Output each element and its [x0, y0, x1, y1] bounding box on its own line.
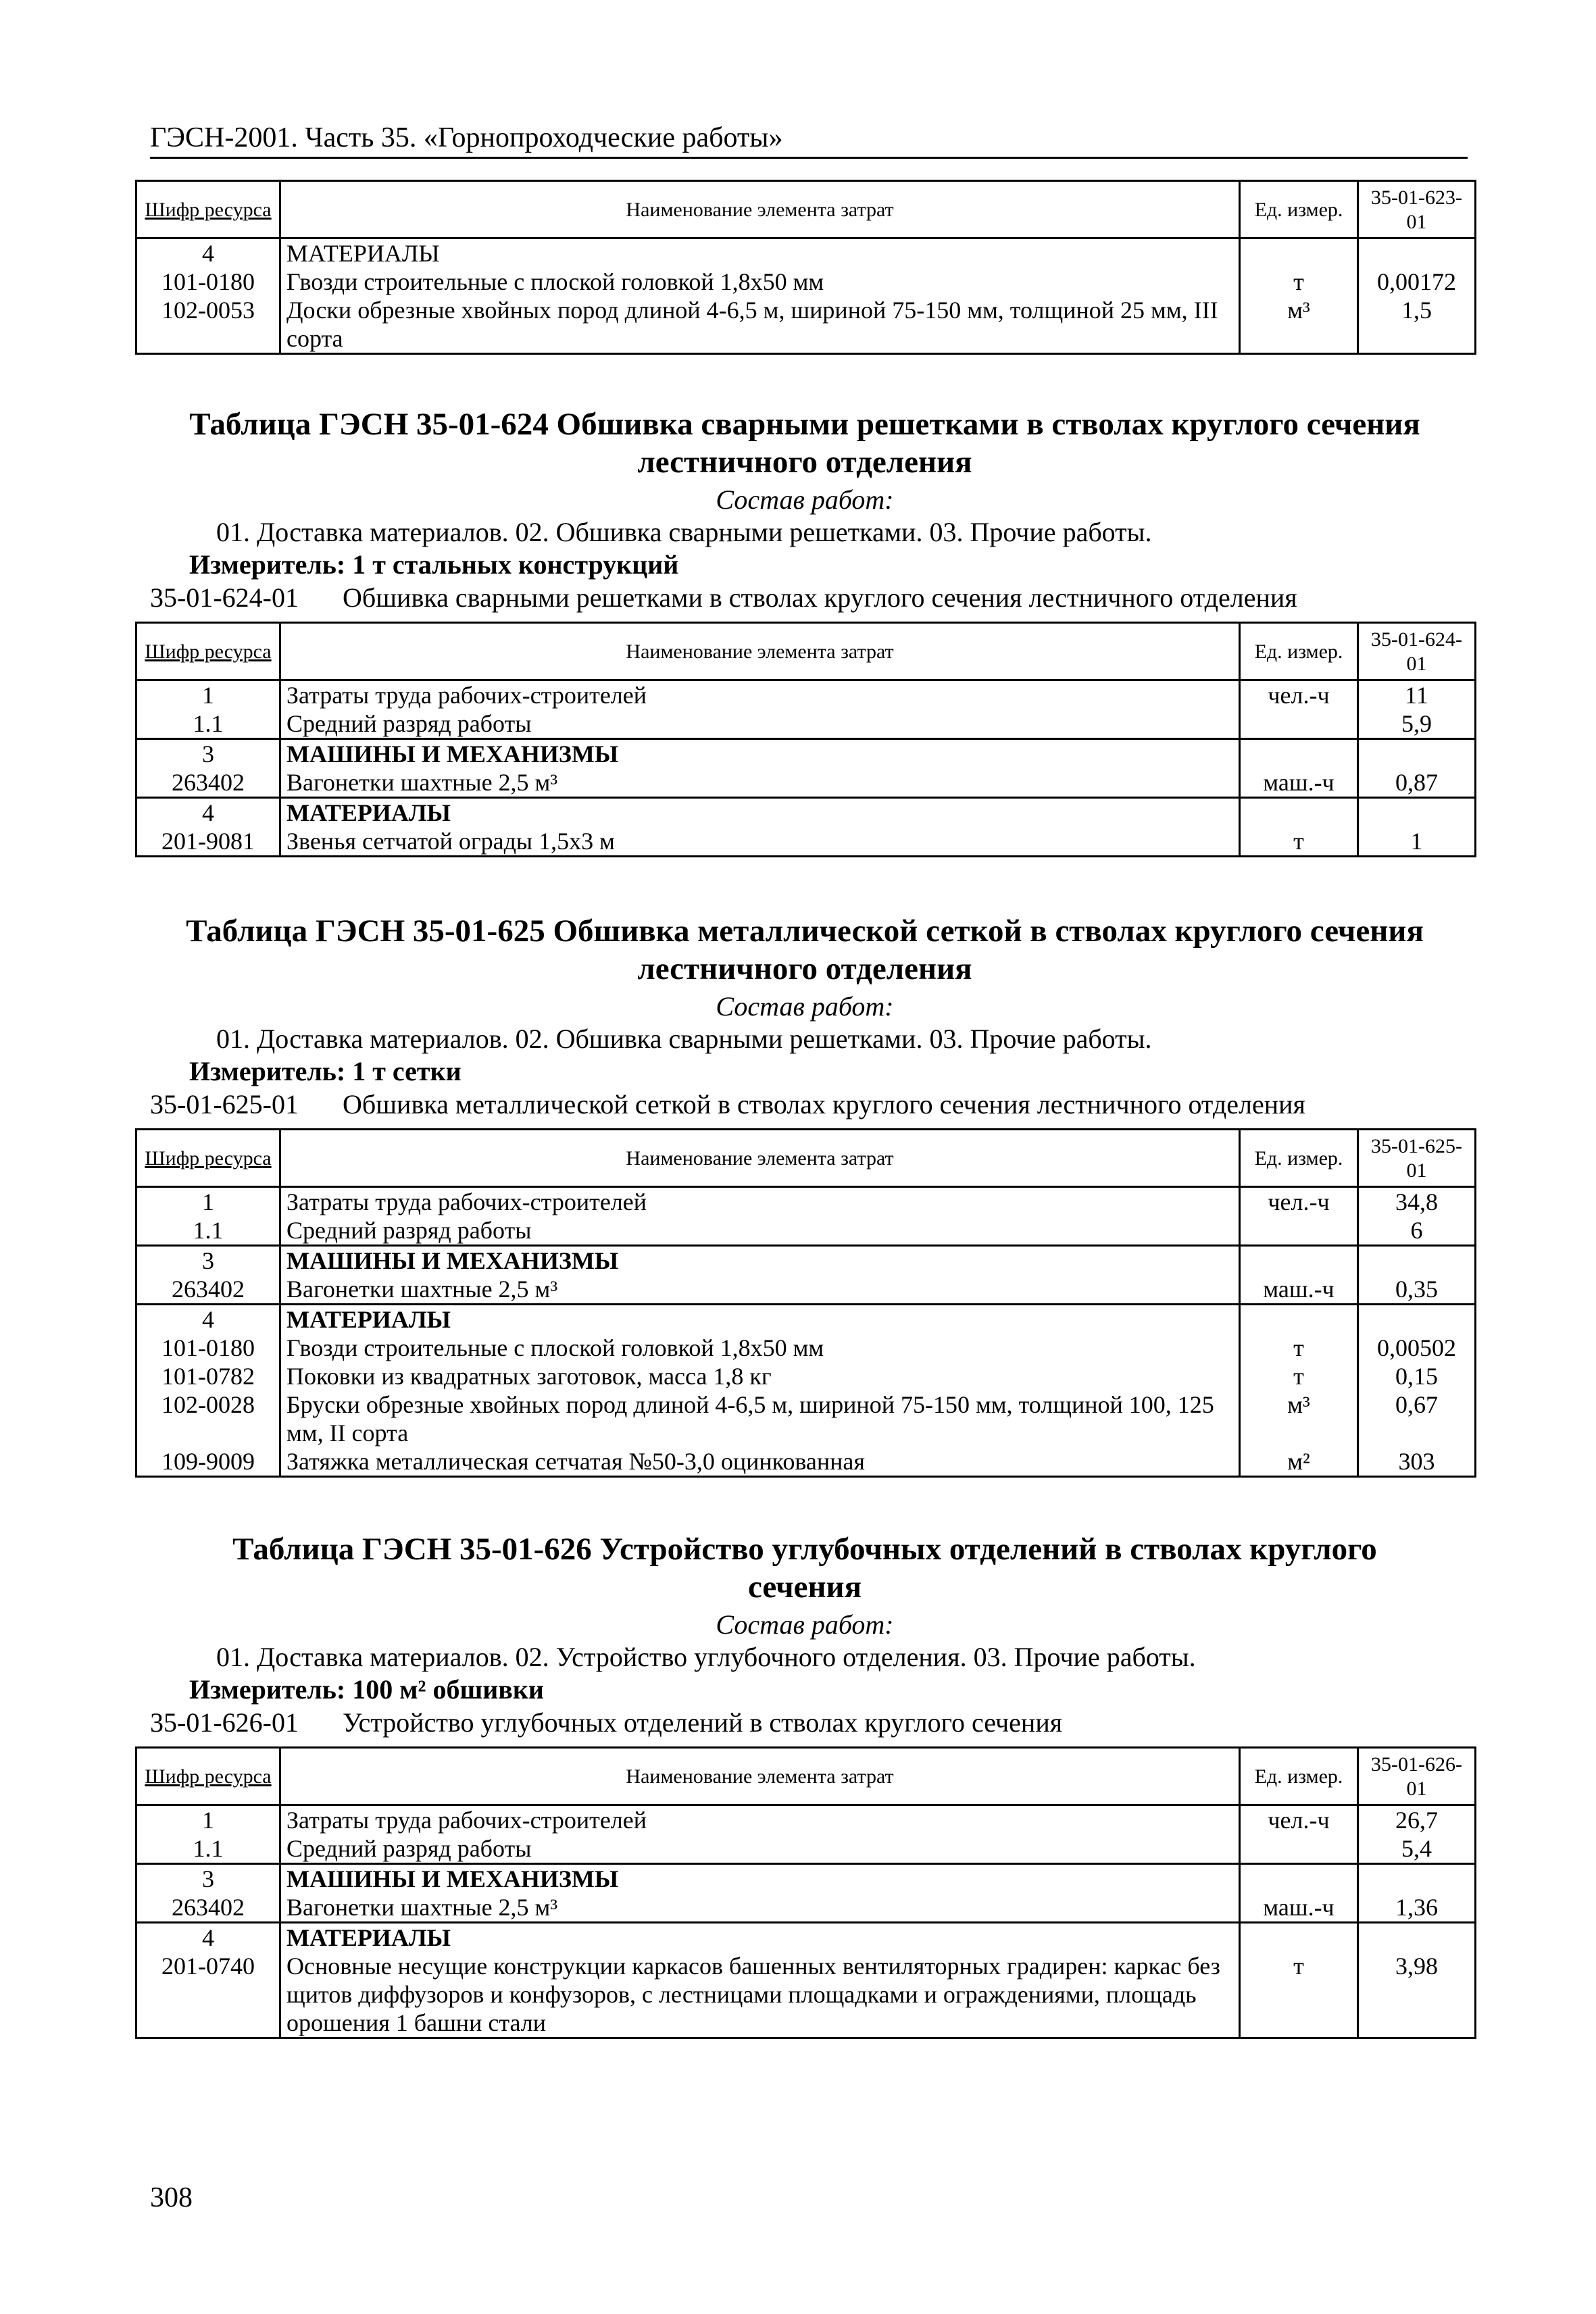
cell-unit: чел.-ч [1240, 1805, 1358, 1835]
cell-value: 6 [1358, 1216, 1476, 1246]
cell-unit [1240, 1246, 1358, 1276]
table-row [136, 296, 1476, 354]
norm-code: 35-01-625-01 [150, 1089, 299, 1120]
cell-value [1358, 238, 1476, 268]
col-header-unit: Ед. измер. [1240, 623, 1358, 680]
cell-code: 1 [202, 1807, 214, 1834]
cell-name: Затяжка металлическая сетчатая №50-3,0 оцинкованная [280, 1447, 1240, 1477]
cell-name: Средний разряд работы [280, 1834, 1240, 1864]
cell-value: 1,5 [1358, 296, 1476, 354]
cell-unit: т [1240, 1952, 1358, 2038]
work-composition-label: Состав работ: [716, 991, 894, 1022]
cell-value [1358, 1923, 1476, 1953]
cell-code: 263402 [172, 1276, 245, 1303]
measurer: Измеритель: 1 т сетки [189, 1056, 462, 1086]
table-row [136, 238, 1476, 268]
table-624-section [135, 405, 1474, 857]
cell-unit: т [1240, 827, 1358, 857]
cell-unit: т [1240, 268, 1358, 296]
col-header-code: Шифр ресурса [136, 181, 280, 238]
col-header-code: Шифр ресурса [136, 623, 280, 680]
cell-name: Вагонетки шахтные 2,5 м³ [280, 768, 1240, 798]
cell-code: 1.1 [193, 710, 224, 737]
measurer: Измеритель: 100 м² обшивки [189, 1674, 544, 1705]
table-row [136, 1334, 1476, 1362]
cell-unit [1240, 1305, 1358, 1334]
cell-code: 109-9009 [161, 1448, 255, 1475]
col-header-name: Наименование элемента затрат [280, 1130, 1240, 1187]
cell-name: Вагонетки шахтные 2,5 м³ [280, 1275, 1240, 1305]
cell-code: 1 [202, 682, 214, 709]
cell-name: Поковки из квадратных заготовок, масса 1,8 кг [280, 1362, 1240, 1390]
work-composition: 01. Доставка материалов. 02. Устройство углубочного отделения. 03. Прочие работы. [216, 1642, 1196, 1672]
cell-unit [1240, 798, 1358, 828]
running-header: ГЭСН-2001. Часть 35. «Горнопроходческие работы» [150, 120, 1468, 159]
measurer: Измеритель: 1 т стальных конструкций [189, 549, 679, 580]
cell-name: Звенья сетчатой ограды 1,5x3 м [280, 827, 1240, 857]
table-626-section [135, 1530, 1474, 2039]
cell-unit: маш.-ч [1240, 768, 1358, 798]
cell-value: 1,36 [1358, 1893, 1476, 1923]
table-row [136, 1275, 1476, 1305]
cell-code: 4 [202, 240, 214, 267]
col-header-rate-code: 35-01-624-01 [1358, 623, 1476, 680]
cell-code: 263402 [172, 769, 245, 796]
cell-code: 101-0180 [161, 1334, 255, 1361]
table-row [136, 739, 1476, 769]
table-row [136, 1447, 1476, 1477]
work-composition-label: Состав работ: [716, 484, 894, 515]
table-row [136, 1893, 1476, 1923]
resource-table [135, 1746, 1476, 2039]
cell-unit: чел.-ч [1240, 680, 1358, 710]
cell-code: 4 [136, 1305, 280, 1334]
cell-value [1358, 1246, 1476, 1276]
cell-code: 102-0053 [161, 297, 255, 324]
cell-code: 201-0740 [161, 1953, 255, 1980]
cell-value: 5,4 [1358, 1834, 1476, 1864]
table-row [136, 798, 1476, 828]
cell-code: 3 [136, 1864, 280, 1894]
norm-description: Устройство углубочных отделений в стволах круглого сечения [343, 1707, 1063, 1738]
table-row [136, 1216, 1476, 1246]
table-row [136, 1187, 1476, 1217]
cell-value [1358, 1864, 1476, 1894]
cell-name: Затраты труда рабочих-строителей [280, 1805, 1240, 1835]
page-number: 308 [150, 2182, 193, 2213]
cell-value: 0,67 [1358, 1390, 1476, 1447]
cell-code: 101-0180 [161, 268, 255, 295]
cell-unit: м² [1240, 1447, 1358, 1477]
table-row [136, 680, 1476, 710]
cell-name: Основные несущие конструкции каркасов башенных вентиляторных градирен: каркас без щитов диффузоров и конфузоров, с лестницами площадками и ограждениями, площадь орошения 1 башни стали [280, 1952, 1240, 2038]
cell-unit [1240, 1834, 1358, 1864]
col-header-unit: Ед. измер. [1240, 1748, 1358, 1805]
cell-value: 3,98 [1358, 1952, 1476, 2038]
cell-name: Бруски обрезные хвойных пород длиной 4-6,5 м, шириной 75-150 мм, толщиной 100, 125 мм, II сорта [280, 1390, 1240, 1447]
group-heading: МАШИНЫ И МЕХАНИЗМЫ [280, 1864, 1240, 1894]
section-title: Таблица ГЭСН 35-01-625 Обшивка металлической сеткой в стволах круглого сечения лестничного отделения [186, 913, 1424, 986]
cell-value: 34,8 [1358, 1187, 1476, 1217]
cell-unit: м³ [1240, 1390, 1358, 1447]
cell-name: Вагонетки шахтные 2,5 м³ [280, 1893, 1240, 1923]
cell-value: 11 [1358, 680, 1476, 710]
norm-description: Обшивка сварными решетками в стволах круглого сечения лестничного отделения [343, 582, 1297, 613]
cell-value: 1 [1358, 827, 1476, 857]
norm-code-line [135, 1706, 1474, 1740]
cell-code: 3 [136, 1246, 280, 1276]
cell-unit [1240, 739, 1358, 769]
cell-value: 0,35 [1358, 1275, 1476, 1305]
resource-table [135, 1128, 1476, 1478]
cell-code: 3 [136, 739, 280, 769]
cell-value: 0,00502 [1358, 1334, 1476, 1362]
cell-name: Средний разряд работы [280, 709, 1240, 739]
cell-unit [1240, 709, 1358, 739]
cell-unit [1240, 1923, 1358, 1953]
group-heading: МАТЕРИАЛЫ [280, 1923, 1240, 1953]
cell-unit [1240, 1864, 1358, 1894]
cell-name: Гвозди строительные с плоской головкой 1,8x50 мм [280, 1334, 1240, 1362]
table-row [136, 1805, 1476, 1835]
cell-value: 0,15 [1358, 1362, 1476, 1390]
col-header-rate-code: 35-01-626-01 [1358, 1748, 1476, 1805]
table-row [136, 709, 1476, 739]
work-composition-label: Состав работ: [716, 1609, 894, 1640]
table-row [136, 768, 1476, 798]
cell-value: 26,7 [1358, 1805, 1476, 1835]
norm-code: 35-01-624-01 [150, 582, 299, 613]
resource-table [135, 180, 1476, 355]
table-row [136, 1834, 1476, 1864]
table-row [136, 1923, 1476, 1953]
cell-unit: маш.-ч [1240, 1893, 1358, 1923]
cell-value [1358, 798, 1476, 828]
cell-code: 4 [136, 1923, 280, 1953]
work-composition: 01. Доставка материалов. 02. Обшивка сварными решетками. 03. Прочие работы. [216, 517, 1152, 547]
cell-code: 201-9081 [161, 828, 255, 855]
cell-name: Затраты труда рабочих-строителей [280, 1187, 1240, 1217]
cell-code: 263402 [172, 1894, 245, 1921]
table-625-section [135, 912, 1474, 1478]
col-header-code: Шифр ресурса [136, 1748, 280, 1805]
cell-unit [1240, 1216, 1358, 1246]
table-row [136, 1305, 1476, 1334]
cell-value [1358, 1305, 1476, 1334]
table-row [136, 1952, 1476, 2038]
cell-value: 0,87 [1358, 768, 1476, 798]
cell-name: Гвозди строительные с плоской головкой 1,8x50 мм [280, 268, 1240, 296]
resource-table [135, 622, 1476, 857]
cell-value: 303 [1358, 1447, 1476, 1477]
cell-unit: маш.-ч [1240, 1275, 1358, 1305]
col-header-rate-code: 35-01-623-01 [1358, 181, 1476, 238]
norm-code: 35-01-626-01 [150, 1707, 299, 1738]
table-row [136, 1864, 1476, 1894]
cell-code: 102-0028 [161, 1391, 255, 1418]
cell-name: Средний разряд работы [280, 1216, 1240, 1246]
cell-unit [1240, 238, 1358, 268]
cell-name: МАТЕРИАЛЫ [280, 238, 1240, 268]
col-header-code: Шифр ресурса [136, 1130, 280, 1187]
cell-name: Доски обрезные хвойных пород длиной 4-6,5 м, шириной 75-150 мм, толщиной 25 мм, III сорта [280, 296, 1240, 354]
norm-code-line [135, 1088, 1474, 1122]
cell-code: 4 [136, 798, 280, 828]
cell-code: 1.1 [193, 1217, 224, 1244]
cell-value [1358, 739, 1476, 769]
col-header-unit: Ед. измер. [1240, 181, 1358, 238]
table-row [136, 827, 1476, 857]
group-heading: МАШИНЫ И МЕХАНИЗМЫ [280, 1246, 1240, 1276]
table-623-block [135, 180, 1474, 355]
group-heading: МАШИНЫ И МЕХАНИЗМЫ [280, 739, 1240, 769]
norm-code-line [135, 581, 1474, 615]
cell-unit: т [1240, 1362, 1358, 1390]
norm-description: Обшивка металлической сеткой в стволах круглого сечения лестничного отделения [343, 1089, 1305, 1120]
group-heading: МАТЕРИАЛЫ [280, 798, 1240, 828]
section-title: Таблица ГЭСН 35-01-626 Устройство углубочных отделений в стволах круглого сечения [232, 1532, 1377, 1605]
group-heading: МАТЕРИАЛЫ [280, 1305, 1240, 1334]
col-header-name: Наименование элемента затрат [280, 181, 1240, 238]
section-title: Таблица ГЭСН 35-01-624 Обшивка сварными решетками в стволах круглого сечения лестничного отделения [189, 407, 1420, 480]
cell-value: 5,9 [1358, 709, 1476, 739]
col-header-name: Наименование элемента затрат [280, 1748, 1240, 1805]
cell-value: 0,00172 [1358, 268, 1476, 296]
cell-code: 101-0782 [161, 1363, 255, 1390]
cell-unit: т [1240, 1334, 1358, 1362]
table-row [136, 1246, 1476, 1276]
table-row [136, 1390, 1476, 1447]
col-header-name: Наименование элемента затрат [280, 623, 1240, 680]
work-composition: 01. Доставка материалов. 02. Обшивка сварными решетками. 03. Прочие работы. [216, 1024, 1152, 1054]
cell-unit: м³ [1240, 296, 1358, 354]
table-row [136, 268, 1476, 296]
col-header-unit: Ед. измер. [1240, 1130, 1358, 1187]
cell-code: 1.1 [193, 1835, 224, 1862]
cell-unit: чел.-ч [1240, 1187, 1358, 1217]
cell-code: 1 [202, 1188, 214, 1215]
cell-name: Затраты труда рабочих-строителей [280, 680, 1240, 710]
table-row [136, 1362, 1476, 1390]
col-header-rate-code: 35-01-625-01 [1358, 1130, 1476, 1187]
